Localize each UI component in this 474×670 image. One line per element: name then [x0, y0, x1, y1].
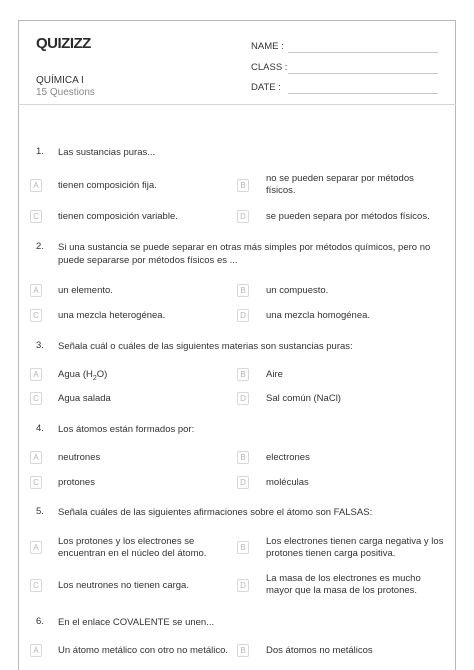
date-label: DATE :: [251, 82, 281, 93]
option-a-box[interactable]: A: [30, 284, 42, 297]
question-text: Si una sustancia se puede separar en otras más simples por métodos químicos, pero no puede separarse por métodos físicos es ...: [58, 242, 431, 266]
option-a-text: Un átomo metálico con otro no metálico.: [58, 645, 229, 656]
question-4: [36, 423, 443, 436]
option-b-box[interactable]: B: [237, 179, 249, 192]
date-field[interactable]: [288, 93, 438, 94]
option-a-text: Agua $(H_2O)$: [58, 369, 108, 382]
option-b-box[interactable]: B: [237, 644, 249, 657]
option-c-text: Los neutrones no tienen carga.: [58, 580, 189, 591]
quizizz-logo: QUIZIZZ: [36, 35, 91, 52]
question-1: [36, 146, 443, 159]
option-b-box[interactable]: B: [237, 368, 249, 381]
option-a-text: tienen composición fija.: [58, 180, 157, 191]
option-c-text: Agua salada: [58, 393, 111, 404]
question-2: [36, 241, 443, 267]
option-d-text: una mezcla homogénea.: [266, 310, 371, 321]
question-number: 6.: [36, 616, 44, 627]
option-d-box[interactable]: D: [237, 309, 249, 322]
question-number: 2.: [36, 241, 44, 252]
page-border-right: [455, 20, 456, 670]
option-d-text: moléculas: [266, 477, 309, 488]
question-number: 5.: [36, 506, 44, 517]
option-c-box[interactable]: C: [30, 579, 42, 592]
question-6: [36, 616, 443, 629]
option-d-box[interactable]: D: [237, 579, 249, 592]
option-c-text: protones: [58, 477, 95, 488]
name-field[interactable]: [288, 52, 438, 53]
header-divider: [18, 104, 456, 105]
question-number: 1.: [36, 146, 44, 157]
class-field[interactable]: [288, 73, 438, 74]
option-d-box[interactable]: D: [237, 392, 249, 405]
option-c-box[interactable]: C: [30, 309, 42, 322]
option-b-text: un compuesto.: [266, 285, 329, 296]
option-c-text: tienen composición variable.: [58, 211, 178, 222]
option-c-box[interactable]: C: [30, 476, 42, 489]
class-label: CLASS :: [251, 62, 288, 73]
question-text: Señala cuál o cuáles de las siguientes materias son sustancias puras:: [58, 341, 353, 352]
question-text: Los átomos están formados por:: [58, 424, 195, 435]
option-b-text: no se pueden separar por métodos físicos.: [266, 173, 414, 196]
option-d-text: La masa de los electrones es mucho mayor que la masa de los protones.: [266, 573, 421, 596]
page-border-top: [18, 20, 456, 21]
option-a-box[interactable]: A: [30, 451, 42, 464]
option-c-box[interactable]: C: [30, 392, 42, 405]
option-a-box[interactable]: A: [30, 541, 42, 554]
quiz-title: QUÍMICA I: [36, 75, 84, 86]
name-label: NAME :: [251, 41, 284, 52]
option-b-box[interactable]: B: [237, 284, 249, 297]
question-count: 15 Questions: [36, 87, 95, 98]
option-c-box[interactable]: C: [30, 210, 42, 223]
option-b-text: electrones: [266, 452, 310, 463]
option-a-box[interactable]: A: [30, 644, 42, 657]
question-number: 4.: [36, 423, 44, 434]
page-border-left: [18, 20, 19, 670]
option-d-box[interactable]: D: [237, 476, 249, 489]
question-text: Señala cuáles de las siguientes afirmaciones sobre el átomo son FALSAS:: [58, 507, 373, 518]
option-a-box[interactable]: A: [30, 368, 42, 381]
option-d-text: Sal común (NaCl): [266, 393, 341, 404]
option-b-text: Aire: [266, 369, 283, 380]
option-a-box[interactable]: A: [30, 179, 42, 192]
option-c-text: una mezcla heterogénea.: [58, 310, 166, 321]
option-b-box[interactable]: B: [237, 541, 249, 554]
question-5: [36, 506, 443, 519]
question-text: En el enlace COVALENTE se unen...: [58, 617, 215, 628]
option-d-box[interactable]: D: [237, 210, 249, 223]
question-3: [36, 340, 443, 353]
option-a-text: Los protones y los electrones se encuentran en el núcleo del átomo.: [58, 536, 207, 559]
option-b-text: Dos átomos no metálicos: [266, 645, 373, 656]
question-text: Las sustancias puras...: [58, 147, 156, 158]
option-b-box[interactable]: B: [237, 451, 249, 464]
question-number: 3.: [36, 340, 44, 351]
option-a-text: un elemento.: [58, 285, 113, 296]
option-d-text: se pueden separa por métodos físicos.: [266, 211, 430, 222]
option-a-text: neutrones: [58, 452, 101, 463]
option-b-text: Los electrones tienen carga negativa y los protones tienen carga positiva.: [266, 536, 444, 559]
